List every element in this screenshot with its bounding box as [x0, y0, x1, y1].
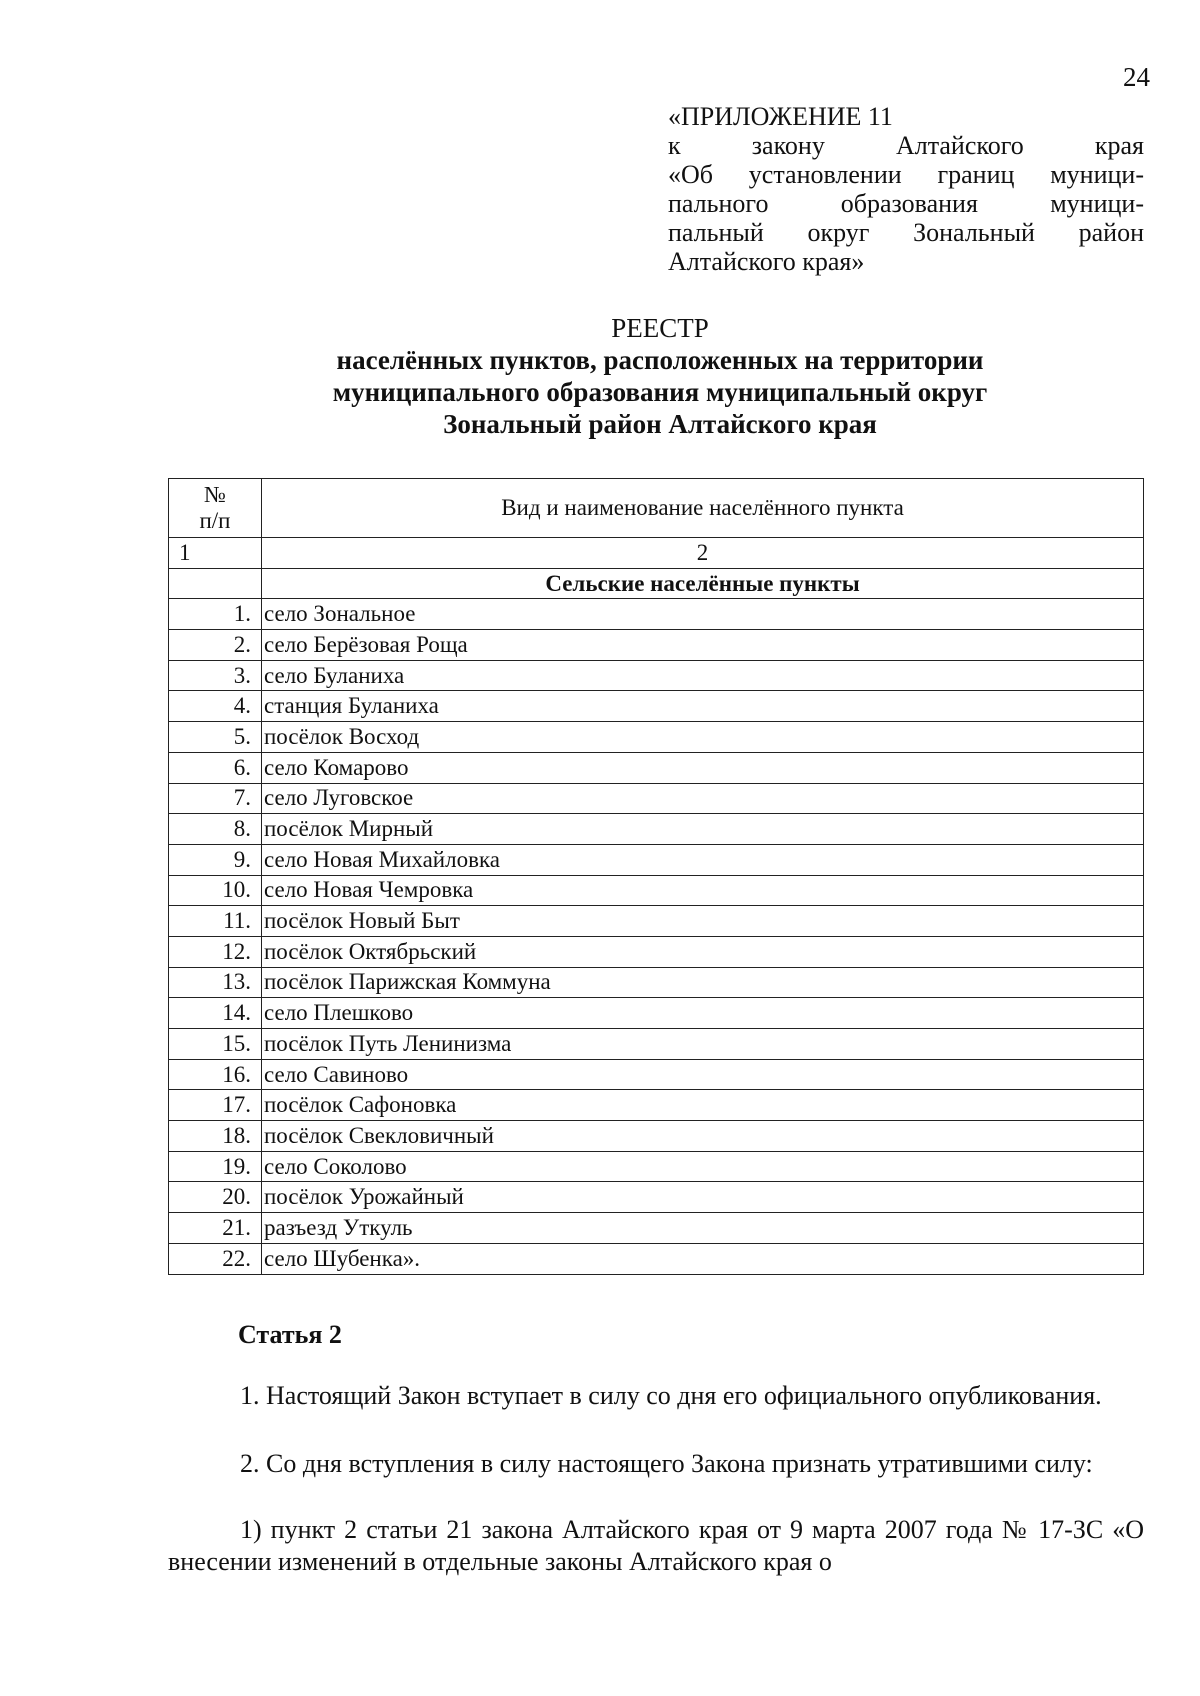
table-row [169, 1121, 1144, 1152]
column-index-1: 1 [169, 538, 262, 569]
settlement-name: село Берёзовая Роща [262, 630, 1144, 661]
table-row [169, 936, 1144, 967]
settlement-name: село Соколово [262, 1151, 1144, 1182]
row-number: 7. [169, 783, 262, 814]
registry-subtitle-line-1: населённых пунктов, расположенных на территории [336, 345, 984, 375]
table-row [169, 1151, 1144, 1182]
row-number: 10. [169, 875, 262, 906]
article-paragraph-3-text: 1) пункт 2 статьи 21 закона Алтайского края от 9 марта 2007 года № 17-ЗС «О внесении изменений в отдельные законы Алтайского края о [168, 1515, 1144, 1576]
settlement-name: село Зональное [262, 599, 1144, 630]
settlement-name: село Новая Чемровка [262, 875, 1144, 906]
table-row [169, 660, 1144, 691]
section-row [169, 568, 1144, 599]
table-header-row [169, 479, 1144, 538]
article-paragraph-2 [168, 1448, 1144, 1480]
header-name-cell: Вид и наименование населённого пункта [262, 479, 1144, 538]
table-row [169, 599, 1144, 630]
settlement-name: село Буланиха [262, 660, 1144, 691]
registry-subtitle-line-3: Зональный район Алтайского края [443, 409, 877, 439]
table-row [169, 1243, 1144, 1274]
annex-line-1: к закону Алтайского края [668, 131, 1144, 160]
table-row [169, 906, 1144, 937]
row-number: 5. [169, 722, 262, 753]
table-row [169, 1090, 1144, 1121]
table-row [169, 875, 1144, 906]
table-row [169, 630, 1144, 661]
page-number: 24 [1123, 62, 1150, 92]
settlement-name: село Савиново [262, 1059, 1144, 1090]
annex-block [668, 102, 1144, 276]
settlement-name: посёлок Новый Быт [262, 906, 1144, 937]
row-number: 4. [169, 691, 262, 722]
annex-title: «ПРИЛОЖЕНИЕ 11 [668, 102, 893, 131]
settlement-name: село Плешково [262, 998, 1144, 1029]
settlement-name: село Луговское [262, 783, 1144, 814]
column-index-row [169, 538, 1144, 569]
annex-line-3: пального образования муници- [668, 189, 1144, 218]
table-row [169, 1182, 1144, 1213]
settlement-name: посёлок Свекловичный [262, 1121, 1144, 1152]
row-number: 8. [169, 814, 262, 845]
table-row [169, 844, 1144, 875]
row-number: 2. [169, 630, 262, 661]
settlement-name: посёлок Октябрьский [262, 936, 1144, 967]
row-number: 13. [169, 967, 262, 998]
article-paragraph-1-text: 1. Настоящий Закон вступает в силу со дня его официального опубликования. [240, 1381, 1102, 1410]
registry-subtitle-line-2: муниципального образования муниципальный округ [332, 377, 988, 407]
settlement-name: село Комарово [262, 752, 1144, 783]
table-row [169, 783, 1144, 814]
row-number: 22. [169, 1243, 262, 1274]
row-number: 9. [169, 844, 262, 875]
article-paragraph-3 [168, 1514, 1144, 1578]
section-title: Сельские населённые пункты [262, 568, 1144, 599]
row-number: 14. [169, 998, 262, 1029]
table-row [169, 752, 1144, 783]
column-index-2: 2 [262, 538, 1144, 569]
table-row [169, 1059, 1144, 1090]
row-number: 11. [169, 906, 262, 937]
settlement-name: посёлок Путь Ленинизма [262, 1029, 1144, 1060]
row-number: 21. [169, 1213, 262, 1244]
table-row [169, 967, 1144, 998]
settlement-name: посёлок Мирный [262, 814, 1144, 845]
settlements-table [168, 478, 1144, 1275]
registry-heading [170, 312, 1150, 440]
row-number: 19. [169, 1151, 262, 1182]
settlement-name: посёлок Урожайный [262, 1182, 1144, 1213]
table-row [169, 1029, 1144, 1060]
annex-line-2: «Об установлении границ муници- [668, 160, 1144, 189]
row-number: 16. [169, 1059, 262, 1090]
header-number-cell [169, 479, 262, 538]
row-number: 20. [169, 1182, 262, 1213]
settlement-name: посёлок Парижская Коммуна [262, 967, 1144, 998]
registry-title: РЕЕСТР [611, 313, 709, 343]
header-number-abbr: п/п [199, 508, 231, 533]
table-row [169, 722, 1144, 753]
row-number: 17. [169, 1090, 262, 1121]
row-number: 18. [169, 1121, 262, 1152]
settlement-name: село Новая Михайловка [262, 844, 1144, 875]
header-number-symbol: № [204, 482, 226, 507]
article-paragraph-1 [168, 1380, 1144, 1412]
row-number: 15. [169, 1029, 262, 1060]
row-number: 6. [169, 752, 262, 783]
settlement-name: посёлок Восход [262, 722, 1144, 753]
row-number: 3. [169, 660, 262, 691]
annex-line-5: Алтайского края» [668, 247, 865, 276]
article-paragraph-2-text: 2. Со дня вступления в силу настоящего Закона признать утратившими силу: [240, 1449, 1093, 1478]
table-row [169, 814, 1144, 845]
settlement-name: разъезд Уткуль [262, 1213, 1144, 1244]
table-row [169, 1213, 1144, 1244]
row-number: 12. [169, 936, 262, 967]
article-title: Статья 2 [238, 1320, 342, 1349]
row-number: 1. [169, 599, 262, 630]
annex-line-4: пальный округ Зональный район [668, 218, 1144, 247]
table-row [169, 691, 1144, 722]
settlement-name: село Шубенка». [262, 1243, 1144, 1274]
settlement-name: посёлок Сафоновка [262, 1090, 1144, 1121]
table-row [169, 998, 1144, 1029]
settlement-name: станция Буланиха [262, 691, 1144, 722]
section-empty-cell [169, 568, 262, 599]
